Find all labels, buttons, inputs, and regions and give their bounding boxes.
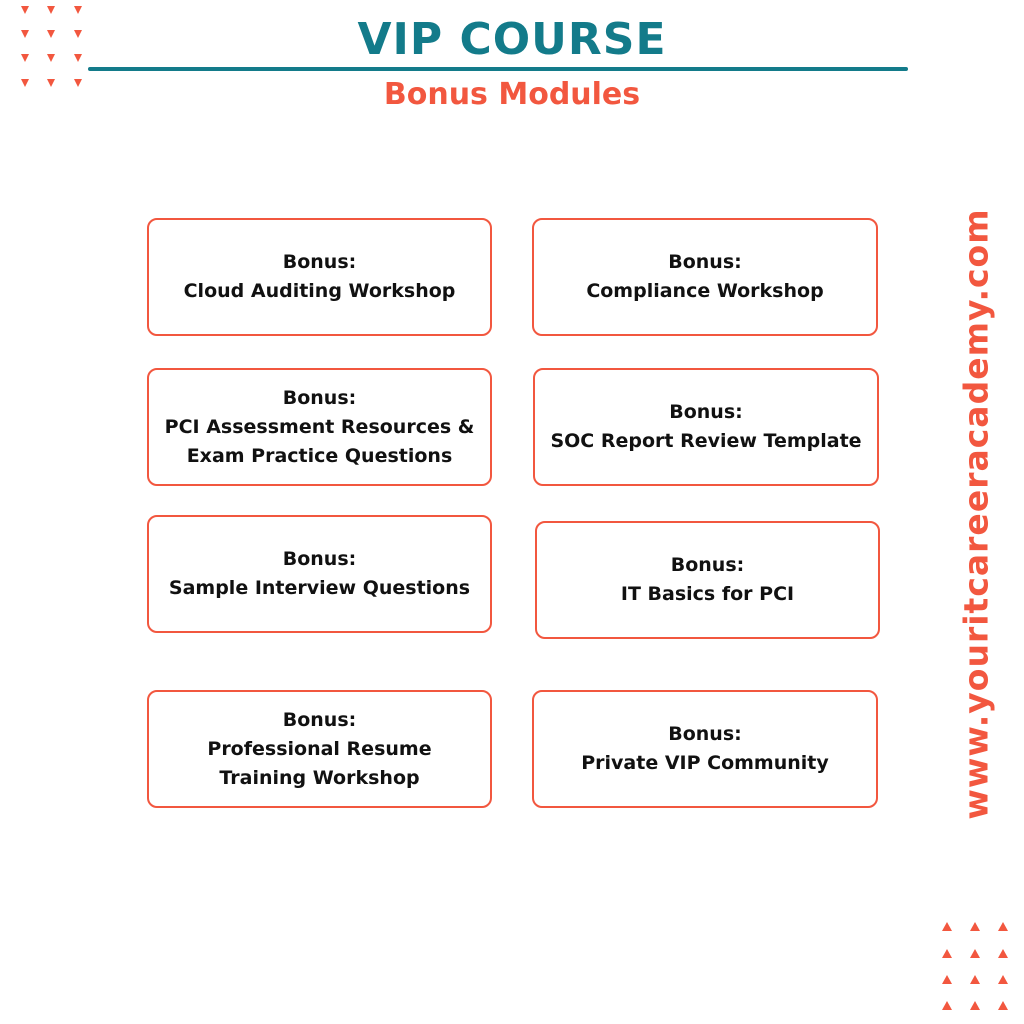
module-card-soc-report — [533, 368, 879, 486]
module-title-line-2: Exam Practice Questions — [186, 444, 453, 467]
module-title-line-1: Professional Resume — [207, 737, 432, 760]
module-title: SOC Report Review Template — [550, 430, 862, 452]
website-url: www.youritcareeracademy.com — [956, 208, 996, 820]
module-prefix: Bonus: — [282, 548, 357, 570]
module-title: IT Basics for PCI — [620, 583, 795, 605]
module-title: Private VIP Community — [581, 752, 829, 774]
down-triangle-pattern-icon — [12, 2, 92, 94]
module-title-line-1: PCI Assessment Resources & — [164, 415, 475, 438]
module-prefix: Bonus: — [670, 554, 745, 576]
module-title: Compliance Workshop — [586, 280, 824, 302]
module-card-resume-workshop — [147, 690, 492, 808]
module-card-compliance — [532, 218, 878, 336]
module-prefix: Bonus: — [668, 251, 742, 273]
up-triangle-pattern-icon — [936, 918, 1016, 1014]
module-title: Sample Interview Questions — [168, 577, 471, 599]
course-subtitle: Bonus Modules — [383, 77, 641, 112]
course-title: VIP COURSE — [357, 14, 667, 65]
module-title: Cloud Auditing Workshop — [183, 280, 456, 302]
module-card-pci-assessment — [147, 368, 492, 486]
module-prefix: Bonus: — [668, 723, 742, 745]
module-prefix: Bonus: — [282, 708, 357, 731]
module-prefix: Bonus: — [282, 386, 357, 409]
module-card-it-basics — [535, 521, 880, 639]
title-underline — [88, 67, 908, 71]
module-prefix: Bonus: — [669, 401, 743, 423]
module-title-line-2: Training Workshop — [219, 766, 420, 789]
module-card-vip-community — [532, 690, 878, 808]
module-card-interview-questions — [147, 515, 492, 633]
module-prefix: Bonus: — [282, 251, 357, 273]
module-card-cloud-auditing — [147, 218, 492, 336]
